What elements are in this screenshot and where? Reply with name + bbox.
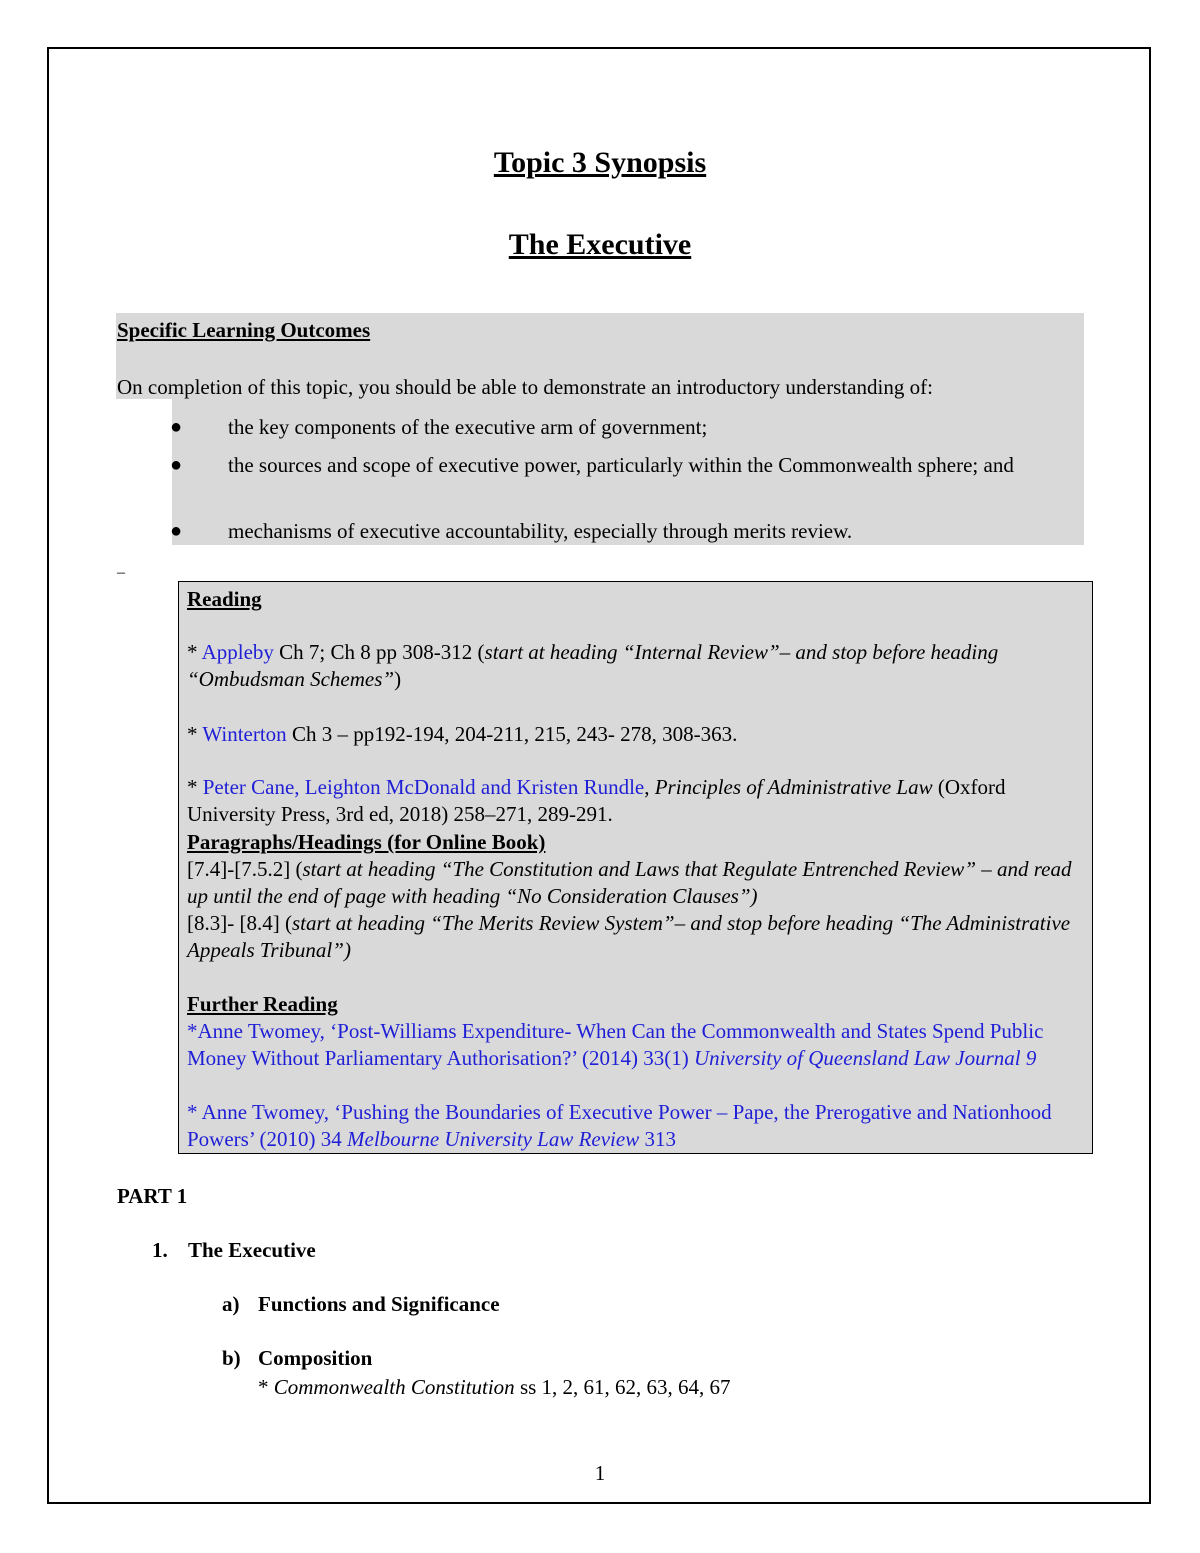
subsection-a-title: Functions and Significance	[258, 1292, 500, 1316]
bullet-dot-icon: ●	[170, 454, 183, 476]
outcome-text: the sources and scope of executive power, particularly within the Commonwealth sphere; and	[228, 453, 1014, 477]
subsection-a-number: a)	[222, 1292, 240, 1316]
part-heading: PART 1	[117, 1184, 188, 1208]
subsection-b-title: Composition	[258, 1346, 373, 1370]
bullet-dot-icon: ●	[170, 416, 183, 438]
further-reading-twomey-1[interactable]: *Anne Twomey, ‘Post-Williams Expenditure- When Can the Commonwealth and States Spend Public Money Without Parliamentary Authorisation?’ (2014) 33(1) University of Queensland Law Journal 9	[187, 1019, 1044, 1070]
reading-winterton: * Winterton Ch 3 – pp192-194, 204-211, 215, 243- 278, 308-363.	[187, 722, 738, 746]
winterton-link[interactable]: Winterton	[202, 722, 287, 746]
section-1-title: The Executive	[188, 1238, 316, 1262]
outcomes-intro: On completion of this topic, you should be able to demonstrate an introductory understanding of:	[117, 375, 933, 399]
composition-reference: * Commonwealth Constitution ss 1, 2, 61, 62, 63, 64, 67	[258, 1375, 731, 1399]
stray-dash: –	[117, 564, 125, 581]
subsection-b-number: b)	[222, 1346, 241, 1370]
reading-cane: * Peter Cane, Leighton McDonald and Kristen Rundle, Principles of Administrative Law (Oxford University Press, 3rd ed, 2018) 258–271, 289-291.	[187, 775, 1006, 826]
paragraph-ref-1: [7.4]-[7.5.2] (start at heading “The Constitution and Laws that Regulate Entrenched Review” – and read up until the end of page with heading “No Consideration Clauses”)	[187, 857, 1072, 908]
reading-heading: Reading	[187, 587, 262, 611]
paragraph-ref-2: [8.3]- [8.4] (start at heading “The Merits Review System”– and stop before heading “The Administrative Appeals Tribunal”)	[187, 911, 1071, 962]
further-reading-heading: Further Reading	[187, 992, 338, 1016]
outcomes-heading: Specific Learning Outcomes	[117, 318, 371, 342]
bullet-dot-icon: ●	[170, 520, 183, 542]
appleby-link[interactable]: Appleby	[201, 640, 274, 664]
cane-link[interactable]: Peter Cane, Leighton McDonald and Kristen Rundle	[202, 775, 645, 799]
reading-appleby: * Appleby Ch 7; Ch 8 pp 308-312 (start at heading “Internal Review”– and stop before heading “Ombudsman Schemes”)	[187, 640, 999, 691]
section-1-number: 1.	[152, 1238, 168, 1262]
page-number: 1	[594, 1461, 606, 1485]
outcome-text: the key components of the executive arm of government;	[228, 415, 708, 439]
page-subtitle: The Executive	[508, 228, 692, 261]
further-reading-twomey-2[interactable]: * Anne Twomey, ‘Pushing the Boundaries of Executive Power – Pape, the Prerogative and Nationhood Powers’ (2010) 34 Melbourne University Law Review 313	[187, 1100, 1052, 1151]
page-title: Topic 3 Synopsis	[493, 146, 707, 179]
outcome-text: mechanisms of executive accountability, especially through merits review.	[228, 519, 853, 543]
paragraphs-heading: Paragraphs/Headings (for Online Book)	[187, 830, 546, 854]
